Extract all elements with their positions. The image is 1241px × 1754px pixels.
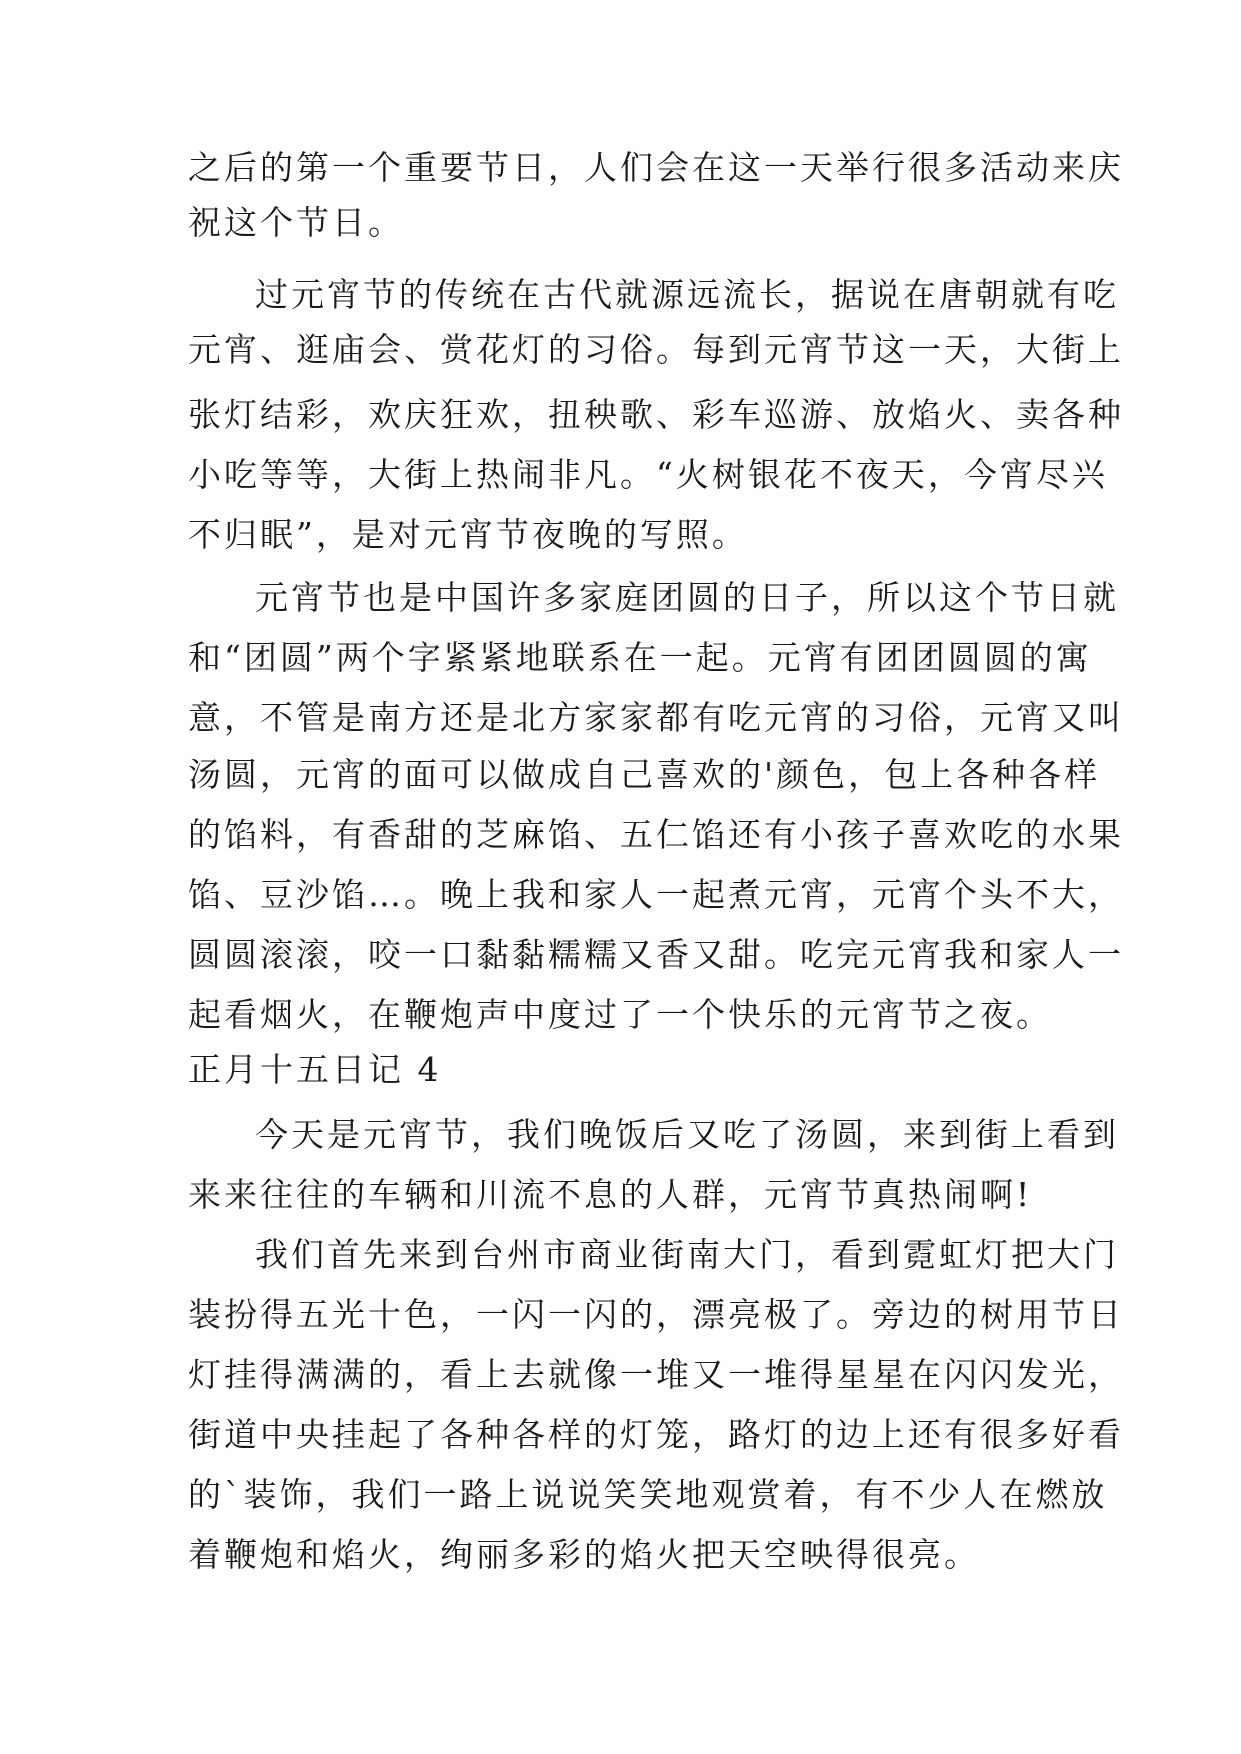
text-line: 汤圆，元宵的面可以做成自己喜欢的'颜色，包上各种各样 bbox=[188, 755, 1101, 794]
text-line: 装扮得五光十色，一闪一闪的，漂亮极了。旁边的树用节日 bbox=[188, 1295, 1124, 1334]
text-line: 起看烟火，在鞭炮声中度过了一个快乐的元宵节之夜。 bbox=[188, 995, 1052, 1034]
paragraph-first-line: 今天是元宵节，我们晚饭后又吃了汤圆，来到街上看到 bbox=[255, 1115, 1119, 1154]
text-line: 意，不管是南方还是北方家家都有吃元宵的习俗，元宵又叫 bbox=[188, 698, 1124, 737]
paragraph-first-line: 我们首先来到台州市商业街南大门，看到霓虹灯把大门 bbox=[255, 1235, 1119, 1274]
text-line: 和“团圆”两个字紧紧地联系在一起。元宵有团团圆圆的寓 bbox=[188, 638, 1092, 677]
text-line: 的`装饰，我们一路上说说笑笑地观赏着，有不少人在燃放 bbox=[188, 1475, 1108, 1514]
text-line: 街道中央挂起了各种各样的灯笼，路灯的边上还有很多好看 bbox=[188, 1415, 1124, 1454]
text-line: 圆圆滚滚，咬一口黏黏糯糯又香又甜。吃完元宵我和家人一 bbox=[188, 935, 1124, 974]
paragraph-first-line: 过元宵节的传统在古代就源远流长，据说在唐朝就有吃 bbox=[255, 275, 1119, 314]
text-line: 馅、豆沙馅…。晚上我和家人一起煮元宵，元宵个头不大， bbox=[188, 875, 1124, 914]
text-line: 灯挂得满满的，看上去就像一堆又一堆得星星在闪闪发光， bbox=[188, 1355, 1124, 1394]
text-line: 不归眠”，是对元宵节夜晚的写照。 bbox=[188, 515, 748, 554]
text-line: 着鞭炮和焰火，绚丽多彩的焰火把天空映得很亮。 bbox=[188, 1535, 980, 1574]
section-heading: 正月十五日记 4 bbox=[188, 1050, 442, 1089]
text-line: 元宵、逛庙会、赏花灯的习俗。每到元宵节这一天，大街上 bbox=[188, 330, 1124, 369]
paragraph-first-line: 元宵节也是中国许多家庭团圆的日子，所以这个节日就 bbox=[255, 578, 1119, 617]
text-line: 来来往往的车辆和川流不息的人群，元宵节真热闹啊! bbox=[188, 1175, 1033, 1214]
text-line: 的馅料，有香甜的芝麻馅、五仁馅还有小孩子喜欢吃的水果 bbox=[188, 815, 1124, 854]
text-line: 张灯结彩，欢庆狂欢，扭秧歌、彩车巡游、放焰火、卖各种 bbox=[188, 395, 1124, 434]
text-line: 祝这个节日。 bbox=[188, 203, 404, 242]
text-line: 小吃等等，大街上热闹非凡。“火树银花不夜天，今宵尽兴 bbox=[188, 455, 1108, 494]
text-line: 之后的第一个重要节日，人们会在这一天举行很多活动来庆 bbox=[188, 148, 1124, 187]
